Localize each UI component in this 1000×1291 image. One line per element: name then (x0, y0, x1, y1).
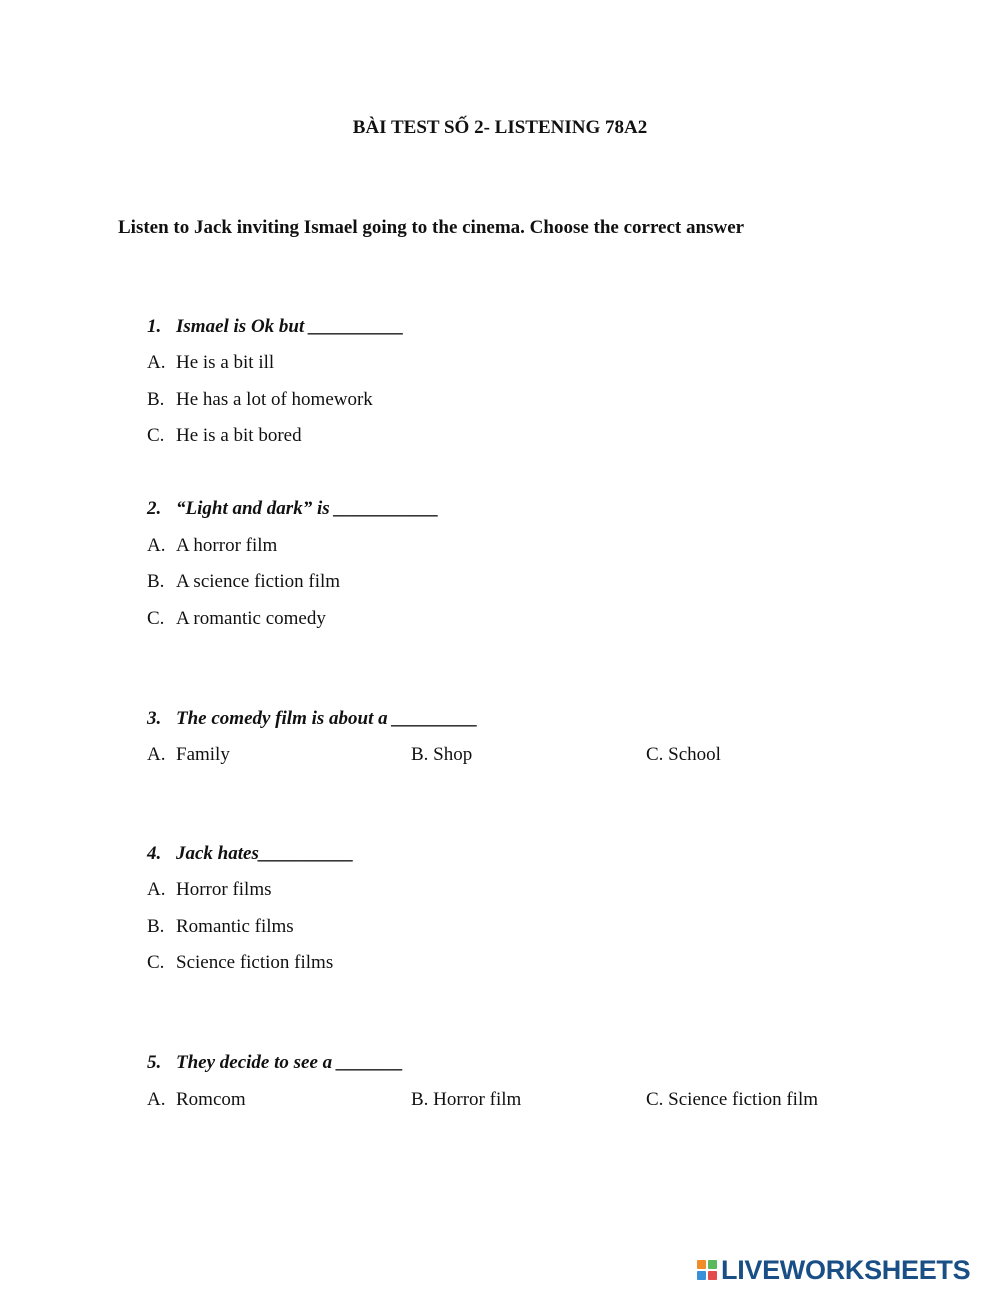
question-1-option-b[interactable]: He has a lot of homework (176, 389, 373, 410)
question-4-option-b[interactable]: Romantic films (176, 916, 294, 937)
question-2-option-b[interactable]: A science fiction film (176, 571, 341, 592)
question-3-option-c[interactable]: C. School (646, 744, 721, 765)
question-3-option-a[interactable]: Family (176, 744, 230, 765)
question-5-option-a-letter: A. (147, 1089, 166, 1110)
question-2-number: 2. (147, 498, 162, 519)
question-2-option-a-letter: A. (147, 535, 166, 556)
question-4-option-c[interactable]: Science fiction films (176, 952, 334, 973)
question-3-option-a-letter: A. (147, 744, 166, 765)
question-1-option-a-letter: A. (147, 352, 166, 373)
question-5-number: 5. (147, 1052, 162, 1073)
question-5-option-c[interactable]: C. Science fiction film (646, 1089, 819, 1110)
question-2-text: “Light and dark” is ___________ (176, 498, 439, 519)
logo-square-red (708, 1271, 717, 1280)
liveworksheets-logo-icon (697, 1260, 717, 1280)
question-1-option-c-letter: C. (147, 425, 165, 446)
instruction-text: Listen to Jack inviting Ismael going to the cinema. Choose the correct answer (118, 217, 745, 238)
question-4-number: 4. (147, 843, 162, 864)
question-5-text: They decide to see a _______ (176, 1052, 404, 1073)
question-4-option-a[interactable]: Horror films (176, 879, 272, 900)
liveworksheets-logo-text: LIVEWORKSHEETS (721, 1254, 971, 1285)
question-5-option-b[interactable]: B. Horror film (411, 1089, 522, 1110)
worksheet-title: BÀI TEST SỐ 2- LISTENING 78A2 (352, 117, 648, 138)
question-1-option-c[interactable]: He is a bit bored (176, 425, 302, 446)
liveworksheets-logo[interactable] (697, 1253, 970, 1287)
question-3-option-b[interactable]: B. Shop (411, 744, 473, 765)
logo-square-orange (697, 1260, 706, 1269)
question-5-option-a[interactable]: Romcom (176, 1089, 246, 1110)
question-1-option-b-letter: B. (147, 389, 165, 410)
question-3-text: The comedy film is about a _________ (176, 708, 478, 729)
question-3-number: 3. (147, 708, 162, 729)
question-1-number: 1. (147, 316, 162, 337)
question-4-option-c-letter: C. (147, 952, 165, 973)
logo-square-blue (697, 1271, 706, 1280)
question-2-option-a[interactable]: A horror film (176, 535, 278, 556)
question-1-text: Ismael is Ok but __________ (176, 316, 405, 337)
question-2-option-c-letter: C. (147, 608, 165, 629)
question-2-option-c[interactable]: A romantic comedy (176, 608, 326, 629)
question-4-option-a-letter: A. (147, 879, 166, 900)
question-4-text: Jack hates__________ (176, 843, 354, 864)
question-1-option-a[interactable]: He is a bit ill (176, 352, 275, 373)
question-4-option-b-letter: B. (147, 916, 165, 937)
logo-square-green (708, 1260, 717, 1269)
question-2-option-b-letter: B. (147, 571, 165, 592)
